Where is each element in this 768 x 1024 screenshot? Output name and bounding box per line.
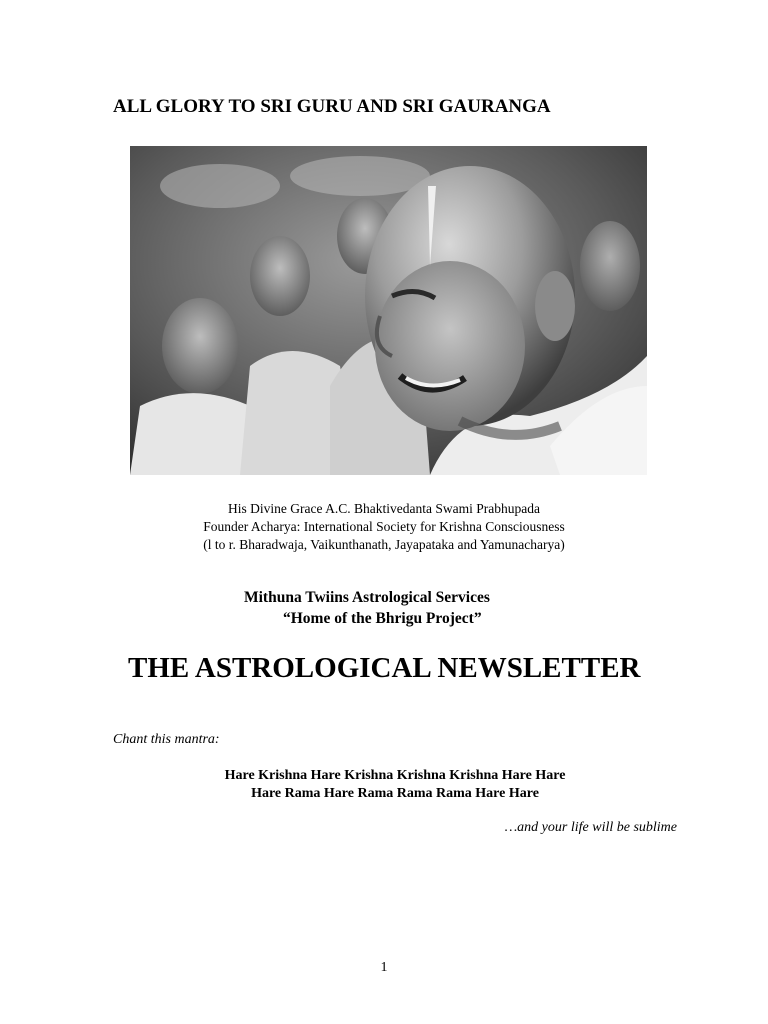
caption-line: (l to r. Bharadwaja, Vaikunthanath, Jayapataka and Yamunacharya) xyxy=(203,537,565,552)
caption-line: Founder Acharya: International Society for Krishna Consciousness xyxy=(203,519,565,534)
service-name: Mithuna Twiins Astrological Services xyxy=(244,589,490,606)
chant-intro: Chant this mantra: xyxy=(113,732,220,747)
newsletter-title: THE ASTROLOGICAL NEWSLETTER xyxy=(128,652,641,684)
portrait-photo xyxy=(130,146,647,475)
page-number: 1 xyxy=(380,960,388,975)
service-tagline: “Home of the Bhrigu Project” xyxy=(283,610,482,627)
closing-line: …and your life will be sublime xyxy=(504,820,677,835)
caption-line: His Divine Grace A.C. Bhaktivedanta Swami Prabhupada xyxy=(228,501,540,516)
page-header-title: ALL GLORY TO SRI GURU AND SRI GAURANGA xyxy=(113,96,551,117)
mantra-line: Hare Rama Hare Rama Rama Rama Hare Hare xyxy=(251,786,539,801)
mantra-line: Hare Krishna Hare Krishna Krishna Krishna Hare Hare xyxy=(224,768,566,783)
photo-caption xyxy=(0,500,768,554)
mantra-block xyxy=(0,767,768,803)
